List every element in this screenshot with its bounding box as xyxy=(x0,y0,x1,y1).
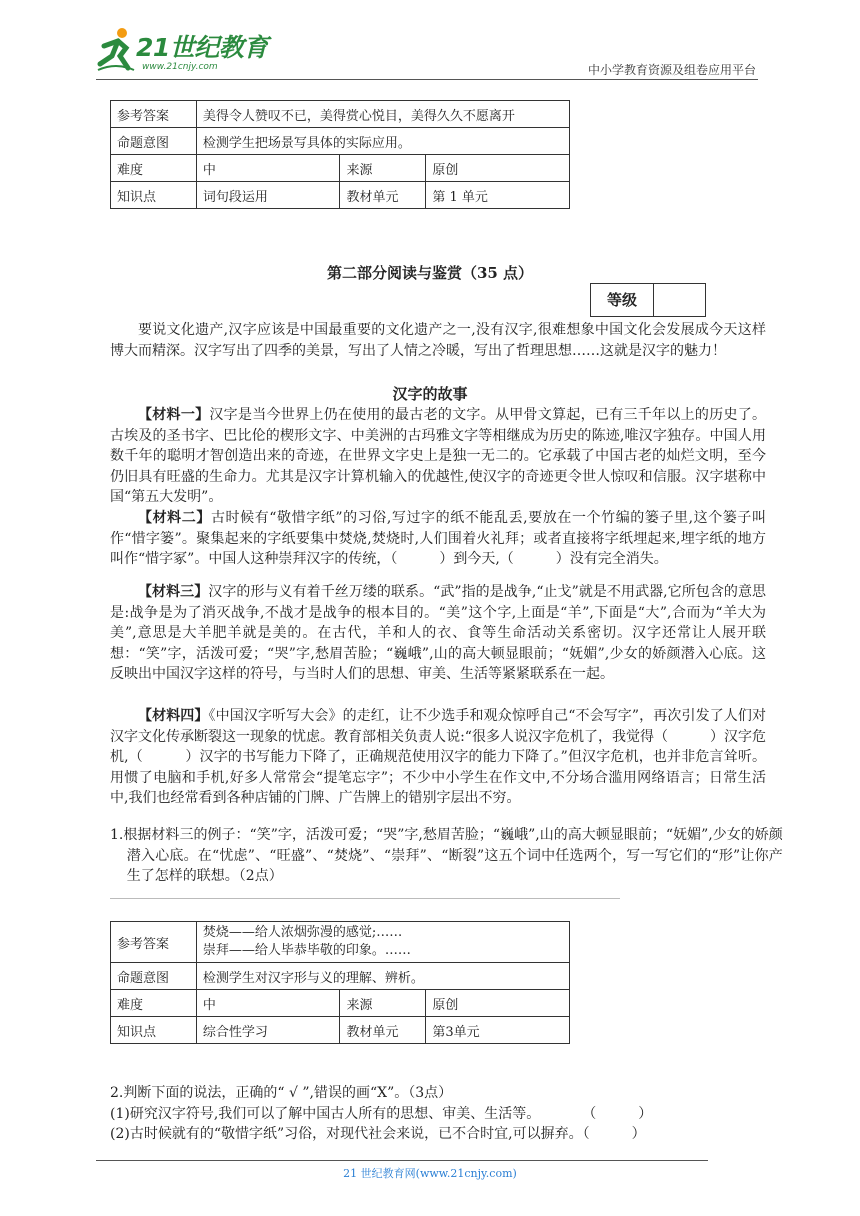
intent-value: 检测学生把场景写具体的实际应用。 xyxy=(196,128,569,155)
logo-url: www.21cnjy.com xyxy=(142,62,218,72)
source-label: 来源 xyxy=(340,990,426,1017)
unit-value: 第 1 单元 xyxy=(426,182,570,209)
material-label: 【材料四】 xyxy=(138,708,209,724)
site-logo xyxy=(96,26,286,76)
story-title: 汉字的故事 xyxy=(392,385,468,403)
material-label: 【材料三】 xyxy=(138,584,209,600)
answer-line-2: 崇拜——给人毕恭毕敬的印象。…… xyxy=(202,943,411,958)
unit-value: 第3单元 xyxy=(426,1017,570,1044)
material-text: 汉字是当今世界上仍在使用的最古老的文字。从甲骨文算起，已有三千年以上的历史了。古埃及的圣书字、巴比伦的楔形文字、中美洲的古玛雅文字等相继成为历史的陈迹,唯汉字独存。中国人用数千年的聪明才智创造出来的奇迹，在世界文字史上是独一无二的。它承载了中国古老的灿烂文明，至今仍旧具有旺盛的生命力。尤其是汉字计算机输入的优越性,使汉字的奇迹更令世人惊叹和信服。汉字堪称中国“第五大发明”。 xyxy=(110,407,767,505)
difficulty-value: 中 xyxy=(196,155,340,182)
section-title: 第二部分阅读与鉴赏（35 点） xyxy=(326,264,534,282)
material-label: 【材料一】 xyxy=(138,407,210,423)
knowledge-label: 知识点 xyxy=(111,1017,197,1044)
question-2-stem: 2.判断下面的说法，正确的“ √ ”,错误的画“X”。（3点） xyxy=(110,1085,453,1101)
answer-label: 参考答案 xyxy=(111,101,197,128)
source-value: 原创 xyxy=(426,990,570,1017)
intro-paragraph: 要说文化遗产,汉字应该是中国最重要的文化遗产之一,没有汉字,很难想象中国文化会发展成今天这样博大而精深。汉字写出了四季的美景，写出了人情之冷暖，写出了哲理思想……这就是汉字的魅力！ xyxy=(110,322,766,359)
material-2 xyxy=(110,508,766,570)
answer-table-2 xyxy=(110,921,570,1044)
material-4 xyxy=(110,706,766,809)
source-label: 来源 xyxy=(340,155,426,182)
material-3 xyxy=(110,582,766,685)
answer-label: 参考答案 xyxy=(111,922,197,963)
material-text: 古时候有“敬惜字纸”的习俗,写过字的纸不能乱丢,要放在一个竹编的篓子里,这个篓子叫作“惜字篓”。聚集起来的字纸要集中焚烧,焚烧时,人们围着火礼拜；或者直接将字纸埋起来,埋字纸的地方叫作“惜字冢”。中国人这种崇拜汉字的传统，（ ）到今天,（ ）没有完全消失。 xyxy=(110,510,767,567)
grade-label: 等级 xyxy=(591,284,654,316)
difficulty-label: 难度 xyxy=(111,990,197,1017)
answer-value xyxy=(196,922,569,963)
answer-table-1 xyxy=(110,100,570,209)
running-figure-icon xyxy=(96,26,136,72)
source-value: 原创 xyxy=(426,155,570,182)
knowledge-value: 综合性学习 xyxy=(196,1017,340,1044)
material-text: 《中国汉字听写大会》的走红，让不少选手和观众惊呼自己“不会写字”，再次引发了人们对汉字文化传承断裂这一现象的忧虑。教育部相关负责人说:“很多人说汉字危机了，我觉得（ ）汉字危机,（ ）汉字的书写能力下降了，正确规范使用汉字的能力下降了。”但汉字危机，也并非危言耸听。用惯了电脑和手机,好多人常常会“提笔忘字”；不少中小学生在作文中,不分场合滥用网络语言；日常生活中,我们也经常看到各种店铺的门牌、广告牌上的错别字层出不穷。 xyxy=(110,708,767,806)
footer-divider xyxy=(96,1160,708,1161)
knowledge-label: 知识点 xyxy=(111,182,197,209)
unit-label: 教材单元 xyxy=(340,182,426,209)
question-2 xyxy=(110,1083,766,1145)
header-divider xyxy=(96,79,758,80)
knowledge-value: 词句段运用 xyxy=(196,182,340,209)
grade-box xyxy=(590,283,706,317)
intent-label: 命题意图 xyxy=(111,963,197,990)
answer-line xyxy=(110,898,620,899)
logo-text: 21世纪教育 xyxy=(136,33,268,62)
unit-label: 教材单元 xyxy=(340,1017,426,1044)
intent-value: 检测学生对汉字形与义的理解、辨析。 xyxy=(196,963,569,990)
material-text: 汉字的形与义有着千丝万缕的联系。“武”指的是战争,“止戈”就是不用武器,它所包含的意思是:战争是为了消灭战争,不战才是战争的根本目的。“美”这个字,上面是“羊”,下面是“大”,合而为“羊大为美”,意思是大羊肥羊就是美的。在古代，羊和人的衣、食等生命活动关系密切。汉字还常让人展开联想：“笑”字，活泼可爱；“哭”字,愁眉苦脸；“巍峨”,山的高大顿显眼前；“妩媚”,少女的娇颜潜入心底。这反映出中国汉字这样的符号，与当时人们的思想、审美、生活等紧紧联系在一起。 xyxy=(110,584,767,682)
answer-line-1: 焚烧——给人浓烟弥漫的感觉;…… xyxy=(202,925,403,940)
difficulty-value: 中 xyxy=(196,990,340,1017)
question-1: 1.根据材料三的例子：“笑”字，活泼可爱；“哭”字,愁眉苦脸；“巍峨”,山的高大顿显眼前；“妩媚”,少女的娇颜潜入心底。在“忧虑”、“旺盛”、“焚烧”、“崇拜”、“断裂”这五个词中任选两个，写一写它们的“形”让你产生了怎样的联想。（2点） xyxy=(110,827,783,884)
question-2-item-2: (2)古时候就有的“敬惜字纸”习俗，对现代社会来说，已不合时宜,可以摒弃。（ ） xyxy=(110,1126,646,1142)
difficulty-label: 难度 xyxy=(111,155,197,182)
footer-link[interactable]: 21 世纪教育网(www.21cnjy.com) xyxy=(343,1167,517,1180)
answer-value: 美得令人赞叹不已，美得赏心悦目，美得久久不愿离开 xyxy=(196,101,569,128)
platform-name: 中小学教育资源及组卷应用平台 xyxy=(587,63,756,77)
intent-label: 命题意图 xyxy=(111,128,197,155)
question-2-item-1: (1)研究汉字符号,我们可以了解中国古人所有的思想、审美、生活等。 （ ） xyxy=(110,1105,653,1122)
material-1 xyxy=(110,405,766,508)
material-label: 【材料二】 xyxy=(138,510,211,526)
